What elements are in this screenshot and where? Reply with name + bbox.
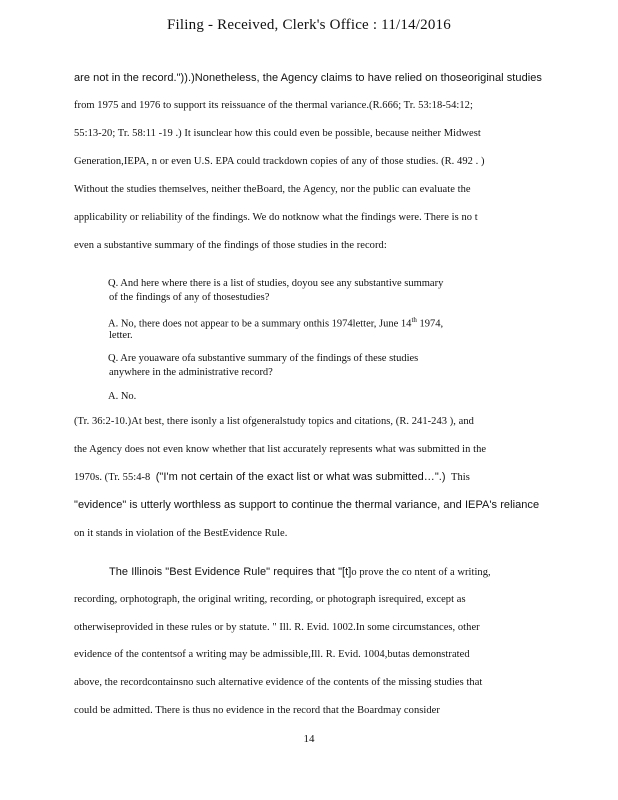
body-line: from 1975 and 1976 to support its reissuance of the thermal variance.(R.666; Tr. 53:18-54:12; [74, 100, 473, 111]
rule-intro-text: The Illinois "Best Evidence Rule" requires that "[t] [109, 566, 352, 578]
quote-answer-1-text: A. No, there does not appear to be a summary onthis 1974letter, June 14 [108, 318, 412, 330]
quoted-text: ("I'm not certain of the exact list or what was submitted…".) [155, 471, 446, 483]
body-line: on it stands in violation of the BestEvidence Rule. [74, 528, 288, 539]
body-line: are not in the record.")).)Nonetheless, the Agency claims to have relied on thoseoriginal studies [74, 72, 542, 84]
body-line: recording, orphotograph, the original writing, recording, or photograph isrequired, except as [74, 594, 466, 605]
body-line: above, the recordcontainsno such alternative evidence of the contents of the missing studies that [74, 677, 483, 688]
citation-text: 1970s. (Tr. 55:4-8 [74, 472, 151, 483]
body-line: Generation,IEPA, n or even U.S. EPA could trackdown copies of any of those studies. (R. 492 . ) [74, 156, 485, 167]
quote-question-1-cont: of the findings of any of thosestudies? [109, 292, 270, 303]
quote-answer-2: A. No. [108, 391, 137, 402]
body-line: applicability or reliability of the findings. We do notknow what the findings were. There is no t [74, 212, 478, 223]
body-line: 55:13-20; Tr. 58:11 -19 .) It isunclear how this could even be possible, because neither Midwest [74, 128, 481, 139]
body-line: (Tr. 36:2-10.)At best, there isonly a list ofgeneralstudy topics and citations, (R. 241-243 ), and [74, 416, 474, 427]
quote-answer-1-year: 1974, [416, 318, 444, 330]
body-line: otherwiseprovided in these rules or by statute. " Ill. R. Evid. 1002.In some circumstances, other [74, 622, 480, 633]
filing-header: Filing - Received, Clerk's Office : 11/14/2016 [167, 17, 451, 33]
body-line [109, 566, 491, 578]
rule-quote-text: o prove the co ntent of a writing, [351, 567, 491, 578]
body-line [74, 471, 470, 483]
body-line: the Agency does not even know whether that list accurately represents what was submitted in the [74, 444, 487, 455]
quote-answer-1 [108, 316, 443, 330]
superscript-th: th [411, 316, 417, 324]
body-line: "evidence" is utterly worthless as support to continue the thermal variance, and IEPA's reliance [74, 499, 540, 511]
body-line: even a substantive summary of the findings of those studies in the record: [74, 240, 387, 251]
quote-question-2-cont: anywhere in the administrative record? [109, 367, 273, 378]
quote-answer-1-cont: letter. [109, 330, 133, 341]
body-line: could be admitted. There is thus no evidence in the record that the Boardmay consider [74, 705, 440, 716]
quote-question-2: Q. Are youaware ofa substantive summary of the findings of these studies [108, 353, 419, 364]
body-text: This [450, 472, 470, 483]
page-number: 14 [303, 733, 315, 745]
body-line: evidence of the contentsof a writing may be admissible,Ill. R. Evid. 1004,butas demonstrated [74, 649, 470, 660]
body-line: Without the studies themselves, neither theBoard, the Agency, nor the public can evaluate the [74, 184, 471, 195]
quote-question-1: Q. And here where there is a list of studies, doyou see any substantive summary [108, 278, 444, 289]
